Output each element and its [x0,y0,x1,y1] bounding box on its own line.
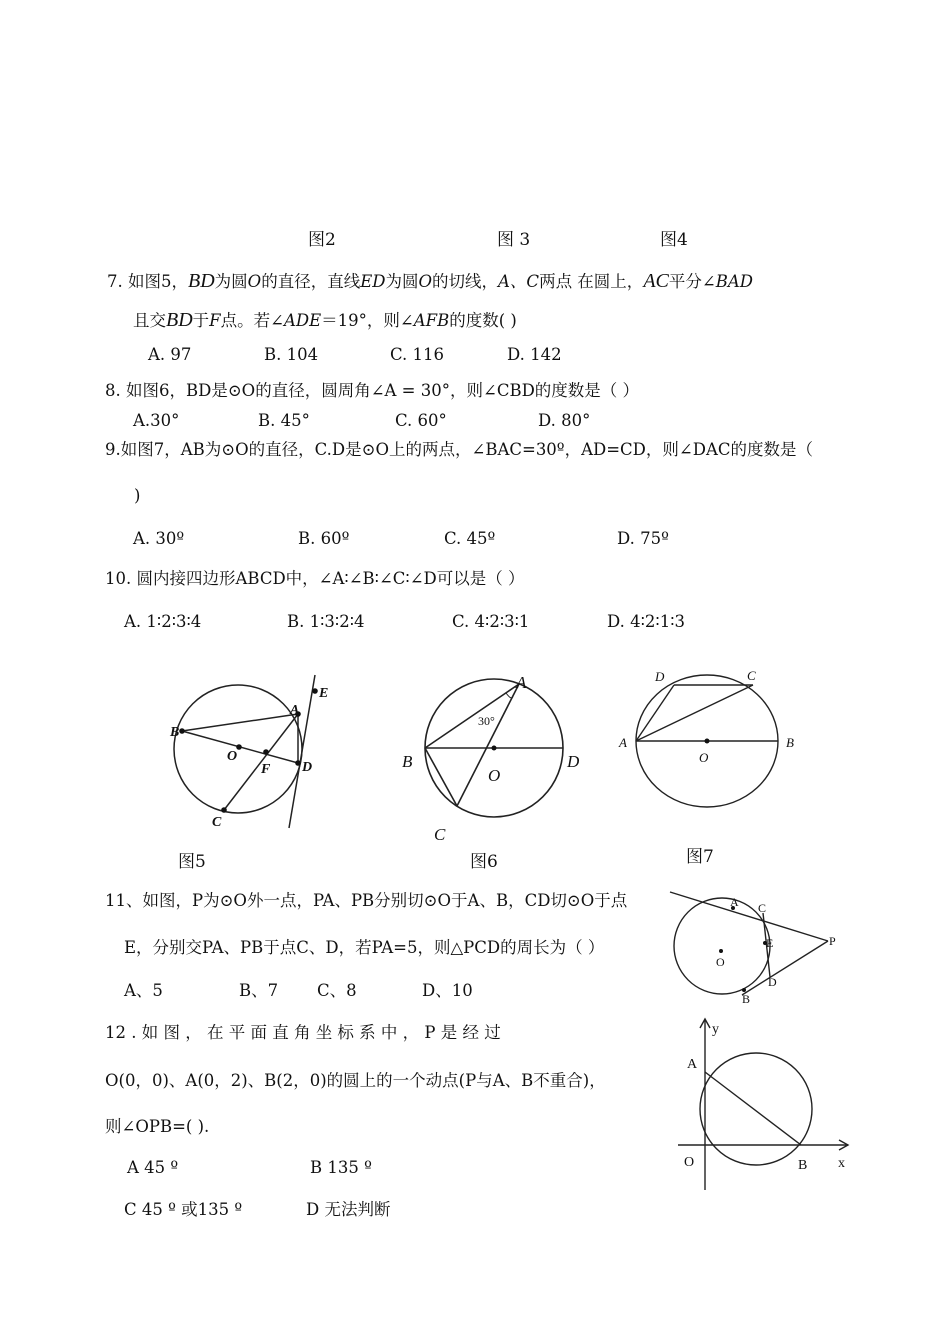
fig6-chord-bc [425,748,457,806]
fig5-label-o: O [227,749,238,764]
q12-option-c: C 45 º 或135 º [124,1200,243,1219]
q12-line3: 则∠OPB=( ). [105,1117,210,1136]
fig7-chord-ac [636,685,753,741]
q8-option-c: C. 60° [395,411,447,430]
q7-option-b: B. 104 [264,345,319,364]
fig5-label-a: A [290,703,300,718]
q11-line1: 11、如图，P为⊙O外一点，PA、PB分别切⊙O于A、B，CD切⊙O于点 [105,891,628,910]
fig6-label-b: B [402,752,413,771]
q12-option-b: B 135 º [310,1158,372,1177]
q10-option-d: D. 4∶2∶1∶3 [607,612,686,631]
fig6-chord-ba [425,684,519,748]
q12-label-a: A [687,1057,698,1072]
q9-option-c: C. 45º [444,529,496,548]
fig6-chord-ac [457,684,519,806]
q9-stem-end: ) [134,486,141,505]
q11-option-a: A、5 [124,981,163,1000]
caption-fig4: 图4 [660,230,688,250]
fig6-label-a: A [516,673,527,692]
fig7-label-d: D [655,669,665,684]
q7-line2: 且交BD于F点。若∠ADE＝19°，则∠AFB的度数( ) [133,309,517,331]
q7-line1: 7. 如图5，BD为圆O的直径，直线ED为圆O的切线，A、C两点 在圆上，AC平分∠BAD [107,270,753,292]
q12-label-b: B [798,1158,808,1173]
q8-option-d: D. 80° [538,411,591,430]
q11-label-p: P [829,934,836,948]
fig6-label-c: C [434,825,446,844]
fig7-label-c: C [747,668,756,683]
q11-label-b: B [742,992,751,1006]
q7-option-d: D. 142 [507,345,562,364]
fig6-label-d: D [567,752,580,771]
q11-option-d: D、10 [422,981,473,1000]
caption-fig2: 图2 [308,230,336,250]
q11-option-c: C、8 [317,981,357,1000]
fig5-tangent-line [289,675,315,828]
q12-chord-ab [705,1072,801,1145]
q10-option-b: B. 1∶3∶2∶4 [287,612,365,631]
q9-option-a: A. 30º [133,529,185,548]
fig7-label-o: O [699,750,709,765]
fig5-label-c: C [212,815,222,830]
fig7-label-b: B [786,735,794,750]
q12-label-x: x [838,1156,845,1171]
fig5-chord-ba [182,714,298,731]
q9-option-d: D. 75º [617,529,669,548]
q12-circle [700,1053,812,1165]
q11-label-e: E [766,936,774,950]
fig5-label-e: E [319,686,329,701]
q8-option-b: B. 45° [258,411,310,430]
caption-fig7: 图7 [686,847,714,867]
q7-option-a: A. 97 [148,345,192,364]
q11-label-c: C [758,901,767,915]
caption-fig5: 图5 [178,852,206,872]
fig6-label-o: O [488,766,501,785]
q12-option-d: D 无法判断 [306,1200,391,1219]
q12-label-o: O [684,1155,695,1170]
q9-option-b: B. 60º [298,529,350,548]
q12-line2: O(0，0)、A(0，2)、B(2，0)的圆上的一个动点(P与A、B不重合)， [105,1071,606,1090]
q11-tangent-pa [670,892,828,941]
q11-option-b: B、7 [239,981,279,1000]
fig7-label-a: A [619,735,627,750]
fig5-label-b: B [170,725,180,740]
caption-fig3: 图 3 [497,230,531,250]
q12-line1: 12 . 如 图 ， 在 平 面 直 角 坐 标 系 中 ， P 是 经 过 [105,1023,501,1042]
caption-fig6: 图6 [470,852,498,872]
q12-label-y: y [712,1022,719,1037]
fig6-angle-label: 30° [478,714,495,728]
q11-tangent-pb [742,941,828,995]
q10-option-c: C. 4∶2∶3∶1 [452,612,530,631]
q11-line2: E，分别交PA、PB于点C、D，若PA=5，则△PCD的周长为（ ） [124,938,605,957]
q8-stem: 8. 如图6，BD是⊙O的直径，圆周角∠A = 30°，则∠CBD的度数是（ ） [105,381,640,400]
fig5-label-f: F [261,762,271,777]
q10-stem: 10. 圆内接四边形ABCD中，∠A∶∠B∶∠C∶∠D可以是（ ） [105,569,525,588]
q11-label-o: O [716,955,725,969]
q12-option-a: A 45 º [127,1158,179,1177]
q9-stem: 9.如图7，AB为⊙O的直径，C.D是⊙O上的两点，∠BAC=30º，AD=CD，则∠DAC的度数是（ [105,440,813,459]
q10-option-a: A. 1∶2∶3∶4 [124,612,202,631]
q7-option-c: C. 116 [390,345,445,364]
q8-option-a: A.30° [133,411,180,430]
q11-label-d: D [768,975,777,989]
fig5-label-d: D [302,760,313,775]
q11-circle [674,898,770,994]
q11-label-a: A [730,895,739,909]
